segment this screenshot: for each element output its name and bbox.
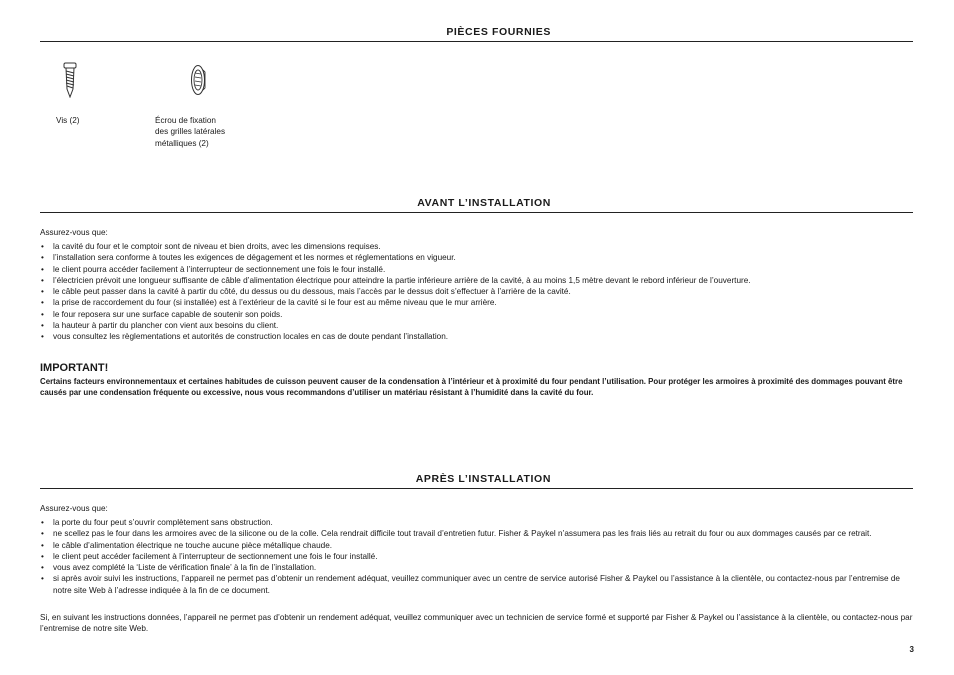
list-item: • le four reposera sur une surface capable de soutenir son poids. [40, 309, 915, 320]
important-heading: IMPORTANT! [40, 362, 109, 374]
list-item: • vous avez complété la ‘Liste de vérification finale’ à la fin de l’installation. [40, 562, 915, 573]
after-intro: Assurez-vous que: [40, 504, 108, 513]
list-item: • la prise de raccordement du four (si installée) est à l’extérieur de la cavité si le four est au même niveau que le mur arrière. [40, 297, 915, 308]
list-item: • le câble d’alimentation électrique ne touche aucune pièce métallique chaude. [40, 540, 915, 551]
screw-icon [63, 62, 77, 98]
part-label-line: Écrou de fixation [155, 116, 216, 125]
important-text: Certains facteurs environnementaux et certaines habitudes de cuisson peuvent causer de la condensation à l’intérieur et à proximité du four pendant l’utilisation. Pour protéger les armoires à proximité des dommages pouvant être causés par une condensation fréquente ou excessive, nous vous recommandons d’utiliser un matériau résistant à l’humidité dans la cavité du four. [40, 377, 903, 398]
section-rule [40, 212, 913, 213]
section-title-after: APRÈS L’INSTALLATION [415, 473, 551, 485]
nut-icon [190, 64, 206, 96]
list-item: • vous consultez les règlementations et autorités de construction locales en cas de doute pendant l’installation. [40, 331, 915, 342]
list-item: • la hauteur à partir du plancher con vient aux besoins du client. [40, 320, 915, 331]
section-rule [40, 488, 913, 489]
list-item: • la cavité du four et le comptoir sont de niveau et bien droits, avec les dimensions requises. [40, 241, 915, 252]
after-checklist [40, 517, 915, 596]
part-label-line: métalliques (2) [155, 138, 209, 148]
page-number: 3 [909, 645, 914, 654]
list-item: • l’électricien prévoit une longueur suffisante de câble d’alimentation électrique pour atteindre la partie inférieure arrière de la cavité, à au moins 1,5 mètre devant le rebord inférieur de l’ouverture. [40, 275, 915, 286]
list-item: • la porte du four peut s’ouvrir complètement sans obstruction. [40, 517, 915, 528]
after-closing: Si, en suivant les instructions données, l’appareil ne permet pas d’obtenir un rendement adéquat, veuillez communiquer avec un technicien de service formé et supporté par Fisher & Paykel ou l’assistance à la clientèle, ou contactez-nous par l’entremise de notre site Web. [40, 613, 913, 634]
list-item: • le câble peut passer dans la cavité à partir du côté, du dessus ou du dessous, mais l’accès par le dessus doit s’effectuer à l’arrière de la cavité. [40, 286, 915, 297]
list-item: • le client peut accéder facilement à l’interrupteur de sectionnement une fois le four installé. [40, 551, 915, 562]
section-title-before: AVANT L’INSTALLATION [417, 197, 551, 209]
before-intro: Assurez-vous que: [40, 228, 108, 237]
part-label-screws: Vis (2) [56, 116, 80, 125]
section-rule [40, 41, 913, 42]
list-item: • le client pourra accéder facilement à l’interrupteur de sectionnement une fois le four installé. [40, 264, 915, 275]
part-label-nuts [155, 115, 225, 149]
list-item: • ne scellez pas le four dans les armoires avec de la silicone ou de la colle. Cela rendrait difficile tout travail d’entretien futur. Fisher & Paykel n’assumera pas les frais liés au retrait du four ou aux dommages causés par ce retrait. [40, 528, 915, 539]
before-checklist [40, 241, 915, 343]
list-item: • l’installation sera conforme à toutes les exigences de dégagement et les normes et réglementations en vigueur. [40, 252, 915, 263]
list-item: • si après avoir suivi les instructions, l’appareil ne permet pas d’obtenir un rendement adéquat, veuillez communiquer avec un centre de service autorisé Fisher & Paykel ou l’assistance à la clientèle, ou contactez-nous par l’entremise de notre site Web à l’adresse indiquée à la fin de ce document. [40, 573, 915, 596]
part-label-line: des grilles latérales [155, 127, 226, 137]
section-title-parts: PIÈCES FOURNIES [446, 26, 551, 38]
